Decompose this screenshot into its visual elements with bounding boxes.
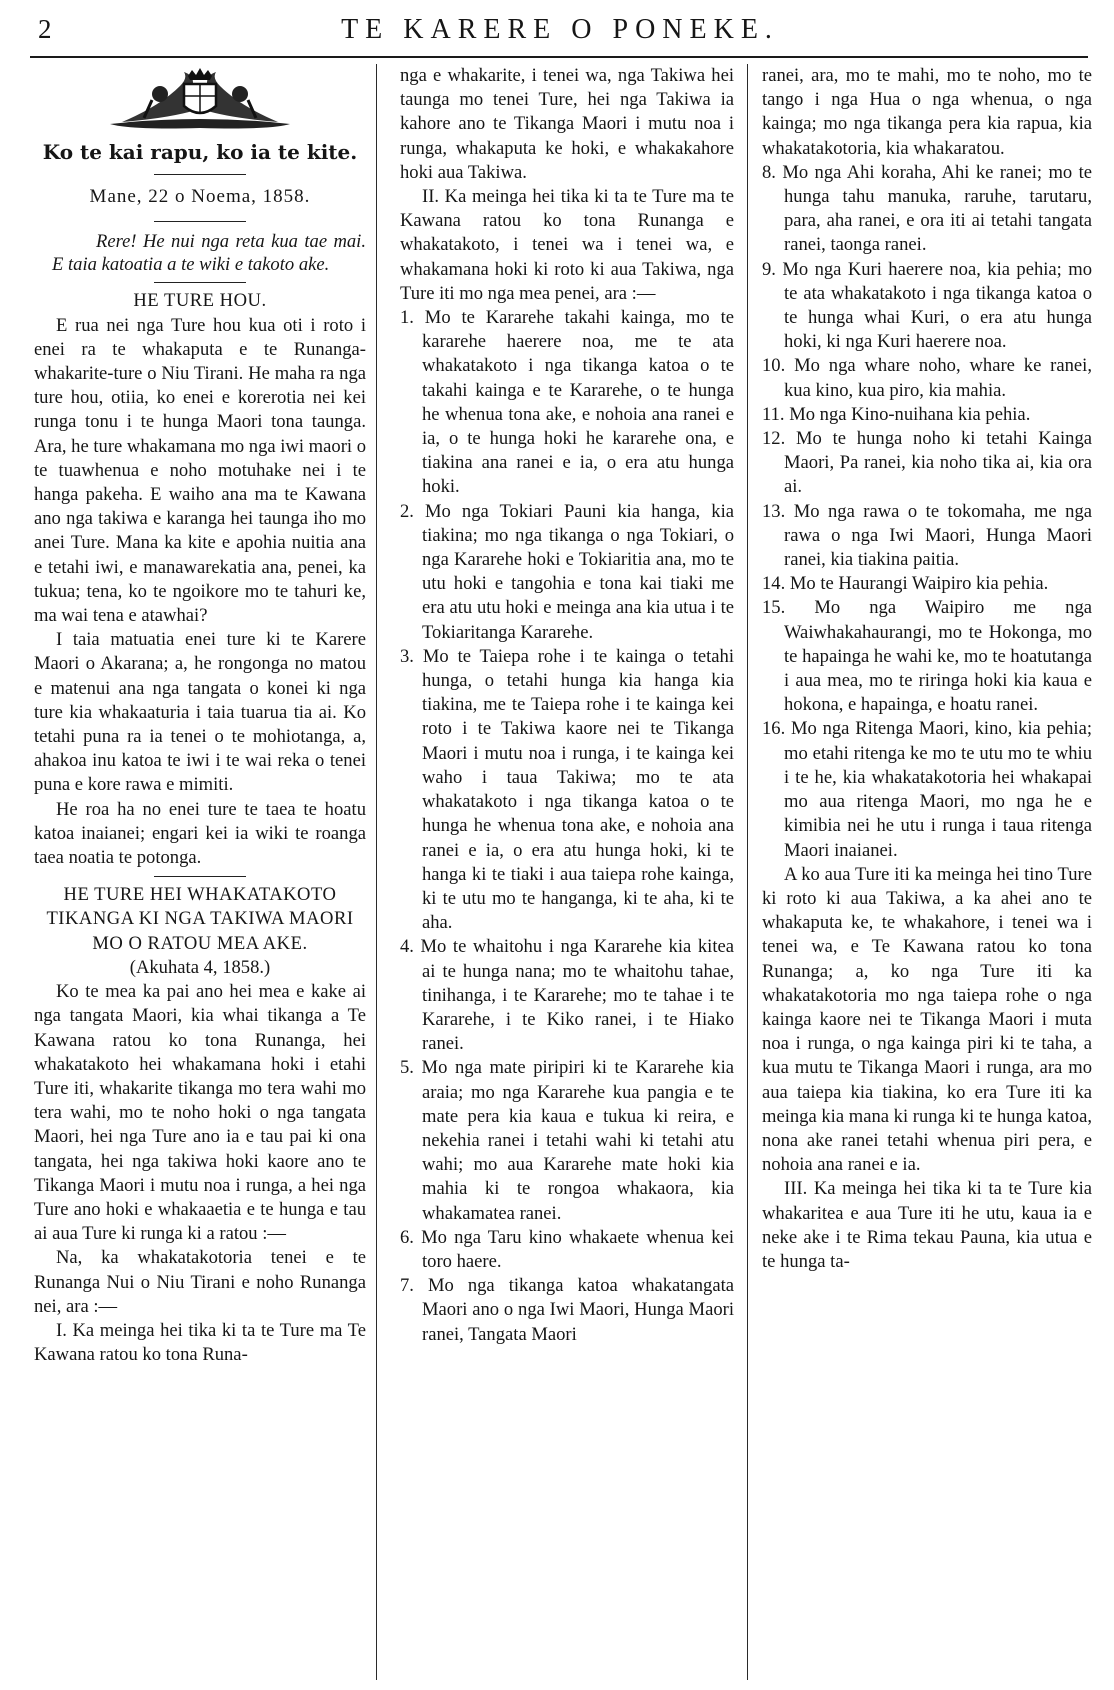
list-item: 12. Mo te hunga noho ki tetahi Kainga Maori, Pa ranei, kia noho tika ai, kia ora ai.	[762, 428, 1092, 498]
list-item: 13. Mo nga rawa o te tokomaha, me nga rawa o nga Iwi Maori, Hunga Maori ranei, kia tiakina paitia.	[762, 500, 1092, 571]
paragraph: E rua nei nga Ture hou kua oti i roto i enei ra te whakaputa e te Runanga-whakarite-ture o Niu Tirani. He maha ra nga ture hou, otiia, ko enei e korerotia nei kei runga tonu i te hunga Maori tona taunga. Ara, he ture whakamana mo nga iwi maori o te tuawhenua e noho motuhake nei i te hanga pakeha. E waiho ana ma te Kawana ano nga takiwa e karanga hei taunga iho mo anei Ture. Mana ka kite e apohia nuitia ana e tetahi iwi, e manawarekatia ana, penei, ka tukua; tena, ko te ngoikore mo te tahuri ke, ma wai tena e atawhai?	[34, 314, 366, 627]
list-item: 1. Mo te Kararehe takahi kainga, mo te kararehe haerere noa, me te ata whakatakoto i nga tikanga katoa o te takahi kainga e te Kararehe, o te hunga he whenua tona ake, e nohoia ana ranei e ia, o te hunga hoki he kararehe ona, e tiakina ana ranei e ia, o era atu hunga hoki.	[400, 307, 734, 498]
list-item: 3. Mo te Taiepa rohe i te kainga o tetahi hunga, o tetahi hunga kia hanga kia tiakina, me te Taiepa rohe i te kainga kei roto i te Takiwa kaore nei te Tikanga Maori i mutu noa i runga, i te kainga kei waho i taua Takiwa; mo te ata whakatakoto i nga tikanga katoa o te hunga he whenua tona ake, e nohoia ana ranei e ia, o era atu hunga hoki, ki te hanga ki te tiaki i aua taiepa rohe kainga, ki te utu mo te hanganga, ki te aha, ki te aha.	[400, 645, 734, 934]
paragraph: He roa ha no enei ture te taea te hoatu katoa inaianei; engari kei ia wiki te roanga taea noatia te potonga.	[34, 798, 366, 869]
list-item: 5. Mo nga mate piripiri ki te Kararehe kia araia; mo nga Kararehe kua pangia e te mate pera kia kaua e tukua ki reira, e nekehia ranei i tetahi wahi ki tetahi atu wahi; mo aua Kararehe mate hoki kia mahia ki te rongoa whakaora, kia whakamatea ranei.	[400, 1057, 734, 1224]
list-item: 11. Mo nga Kino-nuihana kia pehia.	[762, 403, 1031, 425]
section-heading: HE TURE HEI WHAKATAKOTO TIKANGA KI NGA TAKIWA MAORI MO O RATOU MEA AKE.	[46, 884, 354, 954]
list-item: 4. Mo te whaitohu i nga Kararehe kia kitea ai te hunga nana; mo te whaitohu tahae, tinihanga, i te Kararehe; mo te tahae i te Kararehe, i te Kiko ranei, i te Hiako ranei.	[400, 936, 734, 1055]
newspaper-title: TE KARERE O PONEKE.	[341, 14, 779, 45]
paragraph: ranei, ara, mo te mahi, mo te noho, mo te tango i nga Hua o nga whenua, o nga kainga; mo nga tikanga pera kia rapua, kia whakatakotoria, kia whakaratou.	[762, 65, 1092, 159]
royal-coat-of-arms-icon	[100, 66, 300, 134]
column-divider-1	[376, 64, 377, 1680]
list-item: 2. Mo nga Tokiari Pauni kia hanga, kia tiakina; mo nga tikanga o nga Tokiari, o nga Kararehe hoki e Tokiaritia ana, mo te utu hoki e tangohia e tona kai tiaki me era atu utu hoki e meinga ana kia utua i te Tokiaritanga Kararehe.	[400, 500, 734, 643]
short-rule	[154, 221, 246, 222]
column-1	[34, 64, 366, 1367]
paragraph: II. Ka meinga hei tika ki ta te Ture ma te Kawana ratou ko tona Runanga e whakatakoto, i tenei wa i tenei wa, e whakamana hoki ki roto ki aua Takiwa, nga Ture iti mo nga mea penei, ara :—	[400, 186, 734, 304]
section-heading: HE TURE HOU.	[133, 290, 267, 312]
column-3	[762, 64, 1092, 1274]
short-rule	[154, 876, 246, 877]
list-item: 7. Mo nga tikanga katoa whakatangata Maori ano o nga Iwi Maori, Hunga Maori ranei, Tangata Maori	[400, 1275, 734, 1345]
list-item: 10. Mo nga whare noho, whare ke ranei, kua kino, kua piro, kia mahia.	[762, 355, 1092, 401]
list-item: 14. Mo te Haurangi Waipiro kia pehia.	[762, 573, 1049, 595]
paragraph: Ko te mea ka pai ano hei mea e kake ai nga tangata Maori, kia whai tikanga a Te Kawana ratou ko tona Runanga, hei whakatakoto hei whakamana hoki i etahi Ture iti, whakarite tikanga mo tera wahi mo tera wahi, mo te noho hoki o nga tangata Maori, hei nga Ture ano ia e tau pai ki ona tangata, hei nga takiwa hoki kaore ano te Tikanga Maori i mutu noa i runga, a hei nga Ture ano hoki e whakaaetia e te hunga e tau ai aua Ture ki runga ki a ratou :—	[34, 981, 366, 1245]
paragraph: I. Ka meinga hei tika ki ta te Ture ma Te Kawana ratou ko tona Runa-	[34, 1319, 366, 1366]
page-number: 2	[38, 14, 52, 44]
column-divider-2	[747, 64, 748, 1680]
list-item: 6. Mo nga Taru kino whakaete whenua kei toro haere.	[400, 1226, 734, 1272]
paragraph: III. Ka meinga hei tika ki ta te Ture kia whakaritea e aua Ture iti he utu, kaua ia e neke ake i te Rima tekau Pauna, kia utua e te hunga ta-	[762, 1178, 1092, 1272]
notice: Rere! He nui nga reta kua tae mai. E taia katoatia a te wiki e takoto ake.	[52, 231, 366, 276]
page-header	[30, 14, 1090, 50]
short-rule	[154, 282, 246, 283]
header-rule	[30, 56, 1088, 58]
paragraph: A ko aua Ture iti ka meinga hei tino Ture ki roto ki aua Takiwa, a ka ahei ano te whakaputa ke, te whakahore, i tenei wa i tenei wa, e Te Kawana ratou ko tona Runanga; a, ko nga Ture iti ka whakatakotoria mo nga taiepa rohe o nga kainga kaore nei te Tikanga Maori i muta noa i runga, o nga kainga piri ki te taha, a kua mutu te Tikanga Maori i runga, ara mo aua taiepa kia tiakina, ko era Ture iti ka meinga kia mana ki runga ki te hunga katoa, nona ake ranei tetahi whenua piri pera, e nohoia ana ranei e ia.	[762, 863, 1092, 1176]
dateline: Mane, 22 o Noema, 1858.	[89, 186, 311, 208]
list-item: 8. Mo nga Ahi koraha, Ahi ke ranei; mo te hunga tahu manuka, raruhe, tarutaru, para, aha ranei, e ora iti ai tetahi tangata ranei, taonga ranei.	[762, 161, 1092, 256]
paragraph: nga e whakarite, i tenei wa, nga Takiwa hei taunga mo tenei Ture, hei nga Takiwa ia kahore ano te Tikanga Maori i mutu noa i runga, whakaputa ke hoki, e whakakahore hoki aua Takiwa.	[400, 65, 734, 183]
motto: Ko te kai rapu, ko ia te kite.	[42, 140, 358, 164]
list-item: 9. Mo nga Kuri haerere noa, kia pehia; mo te ata whakatakoto i nga tikanga katoa o te hunga whai Kuri, o era atu hunga hoki, ki nga Kuri haerere noa.	[762, 258, 1092, 353]
paragraph: Na, ka whakatakotoria tenei e te Runanga Nui o Niu Tirani e noho Runanga nei, ara :—	[34, 1247, 366, 1317]
list-item: 15. Mo nga Waipiro me nga Waiwhakahaurangi, mo te Hokonga, mo te hapainga he wahi ke, mo te hoatutanga i aua mea, mo te riringa hoki kia kaua e hokona, e hapainga, e hoatu ranei.	[762, 597, 1092, 716]
paragraph: I taia matuatia enei ture ki te Karere Maori o Akarana; a, he rongonga no matou e matenui ana nga tangata o konei ki nga ture kia whakaaturia i taia tuarua tia ai. Ko tetahi puna ra ia tenei o te mohiotanga, a, ahakoa inu katoa te iwi i te wai reka o tenei puna e kore rawa e mimiti.	[34, 629, 366, 796]
list-item: 16. Mo nga Ritenga Maori, kino, kia pehia; mo etahi ritenga ke mo te utu mo te whiu i te he, kia whakatakotoria hei whakapai mo aua ritenga Maori, mo nga he e kimibia nei he utu i runga i taua ritenga Maori inaianei.	[762, 718, 1092, 861]
heading-date: (Akuhata 4, 1858.)	[129, 956, 271, 978]
short-rule	[154, 174, 246, 175]
column-2	[400, 64, 734, 1347]
